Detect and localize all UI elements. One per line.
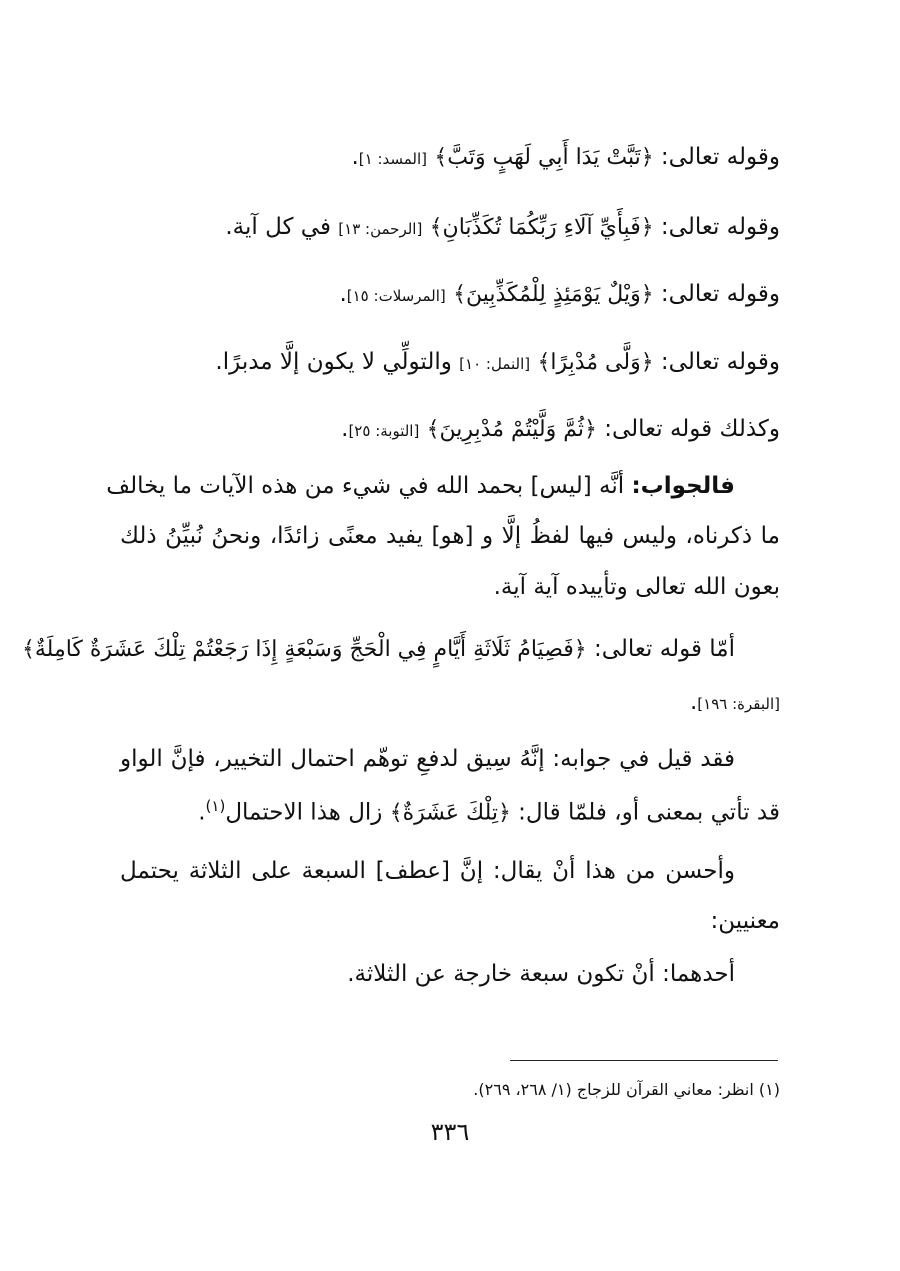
quran-ayah: ﴿وَلَّى مُدْبِرًا﴾ xyxy=(537,350,654,375)
reply-line-1: فقد قيل في جوابه: إنَّهُ سِيق لدفعِ توهّم احتمال التخيير، فإنَّ الواو xyxy=(120,746,735,772)
verse-intro: وقوله تعالى: xyxy=(653,144,780,170)
verse-intro: وكذلك قوله تعالى: xyxy=(596,416,780,442)
footnote-marker[interactable]: (١) xyxy=(205,797,226,815)
verse-line-1 xyxy=(351,143,780,173)
surah-reference: [المرسلات: ١٥] xyxy=(346,287,446,305)
line-ending: . xyxy=(198,799,206,826)
first-meaning-line: أحدهما: أنْ تكون سبعة خارجة عن الثلاثة. xyxy=(347,961,735,987)
line-ending: . xyxy=(339,281,347,307)
footnote-separator xyxy=(510,1060,778,1061)
quran-ayah: ﴿تَبَّتْ يَدَا أَبِي لَهَبٍ وَتَبَّ﴾ xyxy=(434,145,654,170)
quran-ayah: ﴿فَبِأَيِّ آلَاءِ رَبِّكُمَا تُكَذِّبَانِ﴾ xyxy=(429,215,654,240)
baqarah-reference-line xyxy=(690,688,780,718)
surah-reference: [المسد: ١] xyxy=(358,150,428,168)
answer-line-2: ما ذكرناه، وليس فيها لفظُ إلَّا و [هو] يفيد معنًى زائدًا، ونحنُ نُبيِّنُ ذلك xyxy=(120,523,780,549)
answer-text: أنَّه [ليس] بحمد الله في شيء من هذه الآيات ما يخالف xyxy=(106,473,632,499)
verse-line-5 xyxy=(341,415,780,445)
reply-text: زال هذا الاحتمال xyxy=(225,799,390,826)
answer-label: فالجواب: xyxy=(631,473,735,499)
surah-reference: [البقرة: ١٩٦] xyxy=(697,695,780,713)
footnote-text: (١) انظر: معاني القرآن للزجاج (١/ ٢٦٨، ٢٦٩). xyxy=(473,1080,780,1099)
page-number: ٣٣٦ xyxy=(430,1118,470,1146)
answer-line-1 xyxy=(106,472,735,502)
line-ending: في كل آية. xyxy=(225,214,339,240)
line-ending: . xyxy=(689,689,698,715)
better-line-1: وأحسن من هذا أنْ يقال: إنَّ [عطف] السبعة على الثلاثة يحتمل xyxy=(120,858,735,884)
baqarah-line xyxy=(22,635,735,665)
line-ending: . xyxy=(351,144,359,170)
better-line-2: معنيين: xyxy=(710,908,780,934)
reply-text: قد تأتي بمعنى أو، فلمّا قال: xyxy=(510,799,780,826)
line-ending: . xyxy=(341,416,349,442)
surah-reference: [التوبة: ٢٥] xyxy=(348,422,420,440)
verse-line-2 xyxy=(225,213,780,243)
quran-ayah: ﴿تِلْكَ عَشَرَةٌ﴾ xyxy=(389,800,511,826)
surah-reference: [النمل: ١٠] xyxy=(459,355,531,373)
surah-reference: [الرحمن: ١٣] xyxy=(338,220,423,238)
quran-ayah: ﴿ثُمَّ وَلَّيْتُمْ مُدْبِرِينَ﴾ xyxy=(426,417,597,442)
verse-intro: أمّا قوله تعالى: xyxy=(586,636,735,662)
quran-ayah: ﴿وَيْلٌ يَوْمَئِذٍ لِلْمُكَذِّبِينَ﴾ xyxy=(453,282,654,307)
verse-intro: وقوله تعالى: xyxy=(653,349,780,375)
line-ending: والتولِّي لا يكون إلَّا مدبرًا. xyxy=(215,349,460,375)
verse-line-3 xyxy=(339,280,780,310)
verse-intro: وقوله تعالى: xyxy=(653,214,780,240)
verse-intro: وقوله تعالى: xyxy=(653,281,780,307)
reply-line-2 xyxy=(198,797,780,829)
answer-line-3: بعون الله تعالى وتأييده آية آية. xyxy=(493,574,780,600)
quran-ayah: ﴿فَصِيَامُ ثَلَاثَةِ أَيَّامٍ فِي الْحَجِّ وَسَبْعَةٍ إِذَا رَجَعْتُمْ تِلْكَ عَشَرَةٌ كَامِلَةٌ﴾ xyxy=(21,637,587,662)
verse-line-4 xyxy=(215,348,780,378)
